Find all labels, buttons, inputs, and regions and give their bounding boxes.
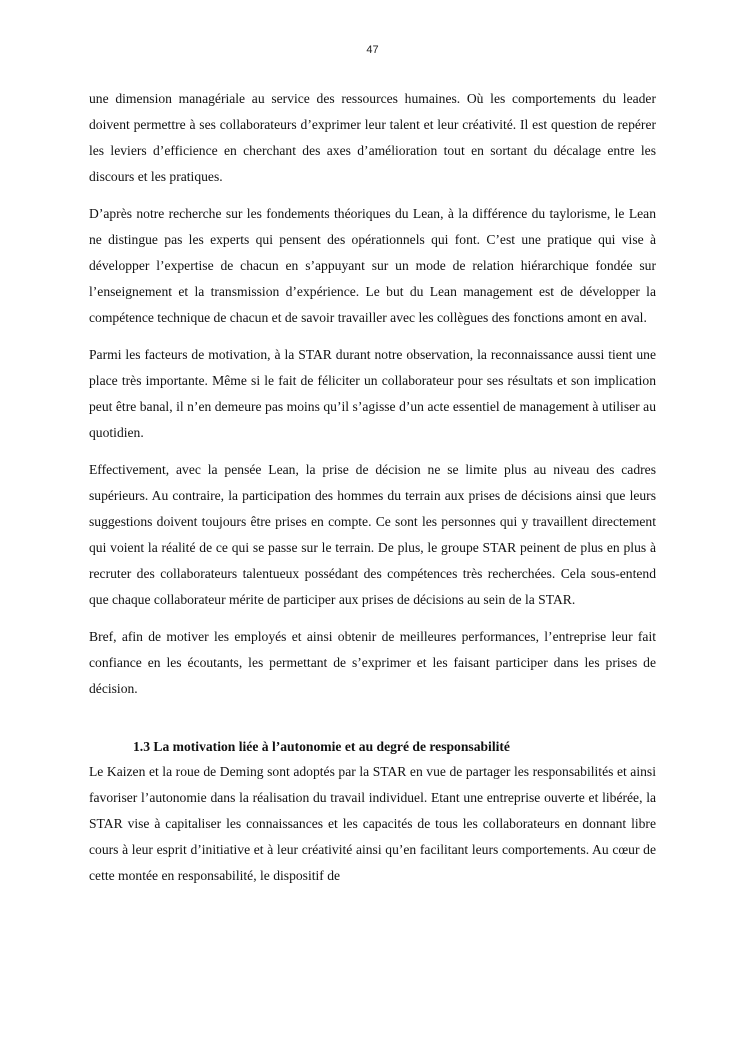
paragraph-5: Bref, afin de motiver les employés et ainsi obtenir de meilleures performances, l’entreprise leur fait confiance en les écoutants, les permettant de s’exprimer et les faisant participer dans les prises de décision. (89, 629, 656, 696)
paragraph-3: Parmi les facteurs de motivation, à la STAR durant notre observation, la reconnaissance aussi tient une place très importante. Même si le fait de féliciter un collaborateur pour ses résultats et son implication peut être banal, il n’en demeure pas moins qu’il s’agisse d’un acte essentiel de management à utiliser au quotidien. (89, 347, 656, 440)
section-heading: 1.3 La motivation liée à l’autonomie et au degré de responsabilité (133, 739, 510, 754)
document-body (89, 86, 656, 900)
paragraph-1: une dimension managériale au service des ressources humaines. Où les comportements du leader doivent permettre à ses collaborateurs d’exprimer leur talent et leur créativité. Il est question de repérer les leviers d’efficience en cherchant des axes d’amélioration tout en sortant du décalage entre les discours et les pratiques. (89, 91, 656, 184)
page-number: 47 (366, 44, 379, 56)
section-paragraph: Le Kaizen et la roue de Deming sont adoptés par la STAR en vue de partager les responsabilités et ainsi favoriser l’autonomie dans la réalisation du travail individuel. Etant une entreprise ouverte et libérée, la STAR vise à capitaliser les connaissances et les capacités de tous les collaborateurs en donnant libre cours à leur esprit d’initiative et à leur créativité ainsi qu’en facilitant leurs comportements. Au cœur de cette montée en responsabilité, le dispositif de (89, 764, 656, 883)
paragraph-4: Effectivement, avec la pensée Lean, la prise de décision ne se limite plus au niveau des cadres supérieurs. Au contraire, la participation des hommes du terrain aux prises de décisions ainsi que leurs suggestions doivent toujours être prises en compte. Ce sont les personnes qui y travaillent directement qui voient la réalité de ce qui se passe sur le terrain. De plus, le groupe STAR peinent de plus en plus à recruter des collaborateurs talentueux possédant des compétences très recherchées. Cela sous-entend que chaque collaborateur mérite de participer aux prises de décisions au sein de la STAR. (89, 462, 656, 607)
paragraph-2: D’après notre recherche sur les fondements théoriques du Lean, à la différence du taylorisme, le Lean ne distingue pas les experts qui pensent des opérationnels qui font. C’est une pratique qui vise à développer l’expertise de chacun en s’appuyant sur un mode de relation hiérarchique fondée sur l’enseignement et la transmission d’expérience. Le but du Lean management est de développer la compétence technique de chacun et de savoir travailler avec les collègues des fonctions amont en aval. (89, 206, 656, 325)
